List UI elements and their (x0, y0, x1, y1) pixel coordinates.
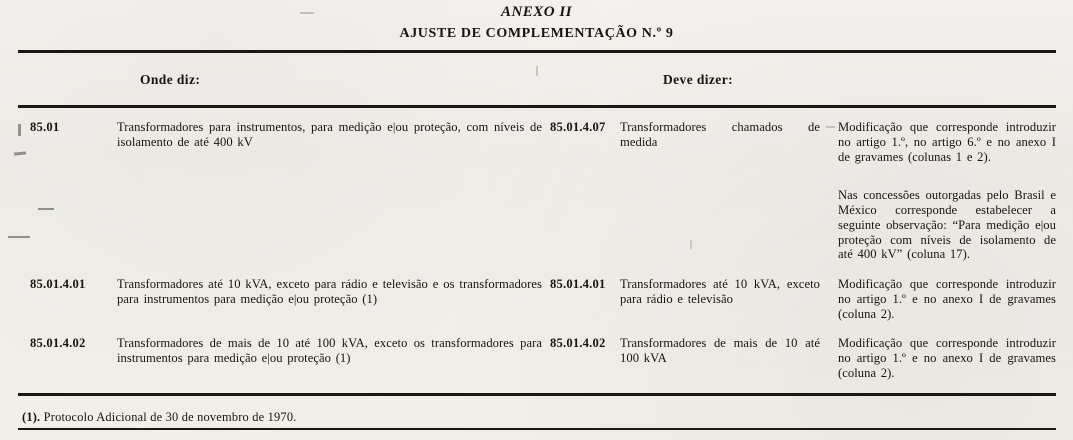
rule-footer (18, 428, 1056, 430)
scan-speck (536, 66, 538, 76)
scan-speck (690, 240, 692, 249)
table-row-text-left: Transformadores para instrumentos, para medição e|ou proteção, com níveis de isolamento de até 400 kV (117, 120, 542, 149)
scan-speck (300, 12, 314, 14)
table-row-text-left: Transformadores de mais de 10 até 100 kVA, exceto os transformadores para instrumentos para medição e|ou proteção (1) (117, 336, 542, 365)
column-header-onde-diz: Onde diz: (140, 72, 201, 87)
table-row-note: Modificação que corresponde introduzir no artigo 1.º, no artigo 6.º e no anexo I de gravames (colunas 1 e 2). (838, 120, 1056, 164)
scan-speck (18, 124, 21, 136)
table-row-text-right: Transformadores até 10 kVA, exceto para rádio e televisão (620, 277, 820, 306)
footnote-text: Protocolo Adicional de 30 de novembro de 1970. (43, 410, 297, 424)
footnote (22, 410, 297, 425)
scan-speck (8, 236, 30, 238)
footnote-marker: (1). (22, 410, 41, 424)
scan-speck (14, 151, 26, 155)
scan-speck (38, 208, 54, 210)
table-row-note: Nas concessões outorgadas pelo Brasil e México corresponde estabelecer a seguinte observação: “Para medição e|ou proteção com níveis de isolamento de até 400 kV” (coluna 17). (838, 188, 1056, 262)
rule-bottom (18, 393, 1056, 396)
scan-speck (826, 126, 835, 128)
table-row-text-right: Transformadores chamados de medida (620, 120, 820, 149)
table-row-code-left: 85.01.4.01 (30, 277, 86, 291)
rule-second (18, 105, 1056, 108)
table-row-text-right: Transformadores de mais de 10 até 100 kVA (620, 336, 820, 365)
table-row-code-left: 85.01 (30, 120, 60, 134)
document-subtitle: AJUSTE DE COMPLEMENTAÇÃO N.º 9 (399, 26, 674, 41)
table-row-code-right: 85.01.4.07 (550, 120, 606, 134)
table-row-code-right: 85.01.4.01 (550, 277, 606, 291)
column-header-deve-dizer: Deve dizer: (663, 72, 733, 87)
table-row-note: Modificação que corresponde introduzir no artigo 1.º e no anexo I de gravames (coluna 2). (838, 336, 1056, 380)
table-row-note: Modificação que corresponde introduzir no artigo 1.º e no anexo I de gravames (coluna 2). (838, 277, 1056, 321)
table-row-code-right: 85.01.4.02 (550, 336, 606, 350)
table-row-text-left: Transformadores até 10 kVA, exceto para rádio e televisão e os transformadores para instrumentos para medição e|ou proteção (1) (117, 277, 542, 306)
table-row-code-left: 85.01.4.02 (30, 336, 86, 350)
document-title: ANEXO II (500, 4, 573, 20)
rule-top (18, 50, 1056, 53)
